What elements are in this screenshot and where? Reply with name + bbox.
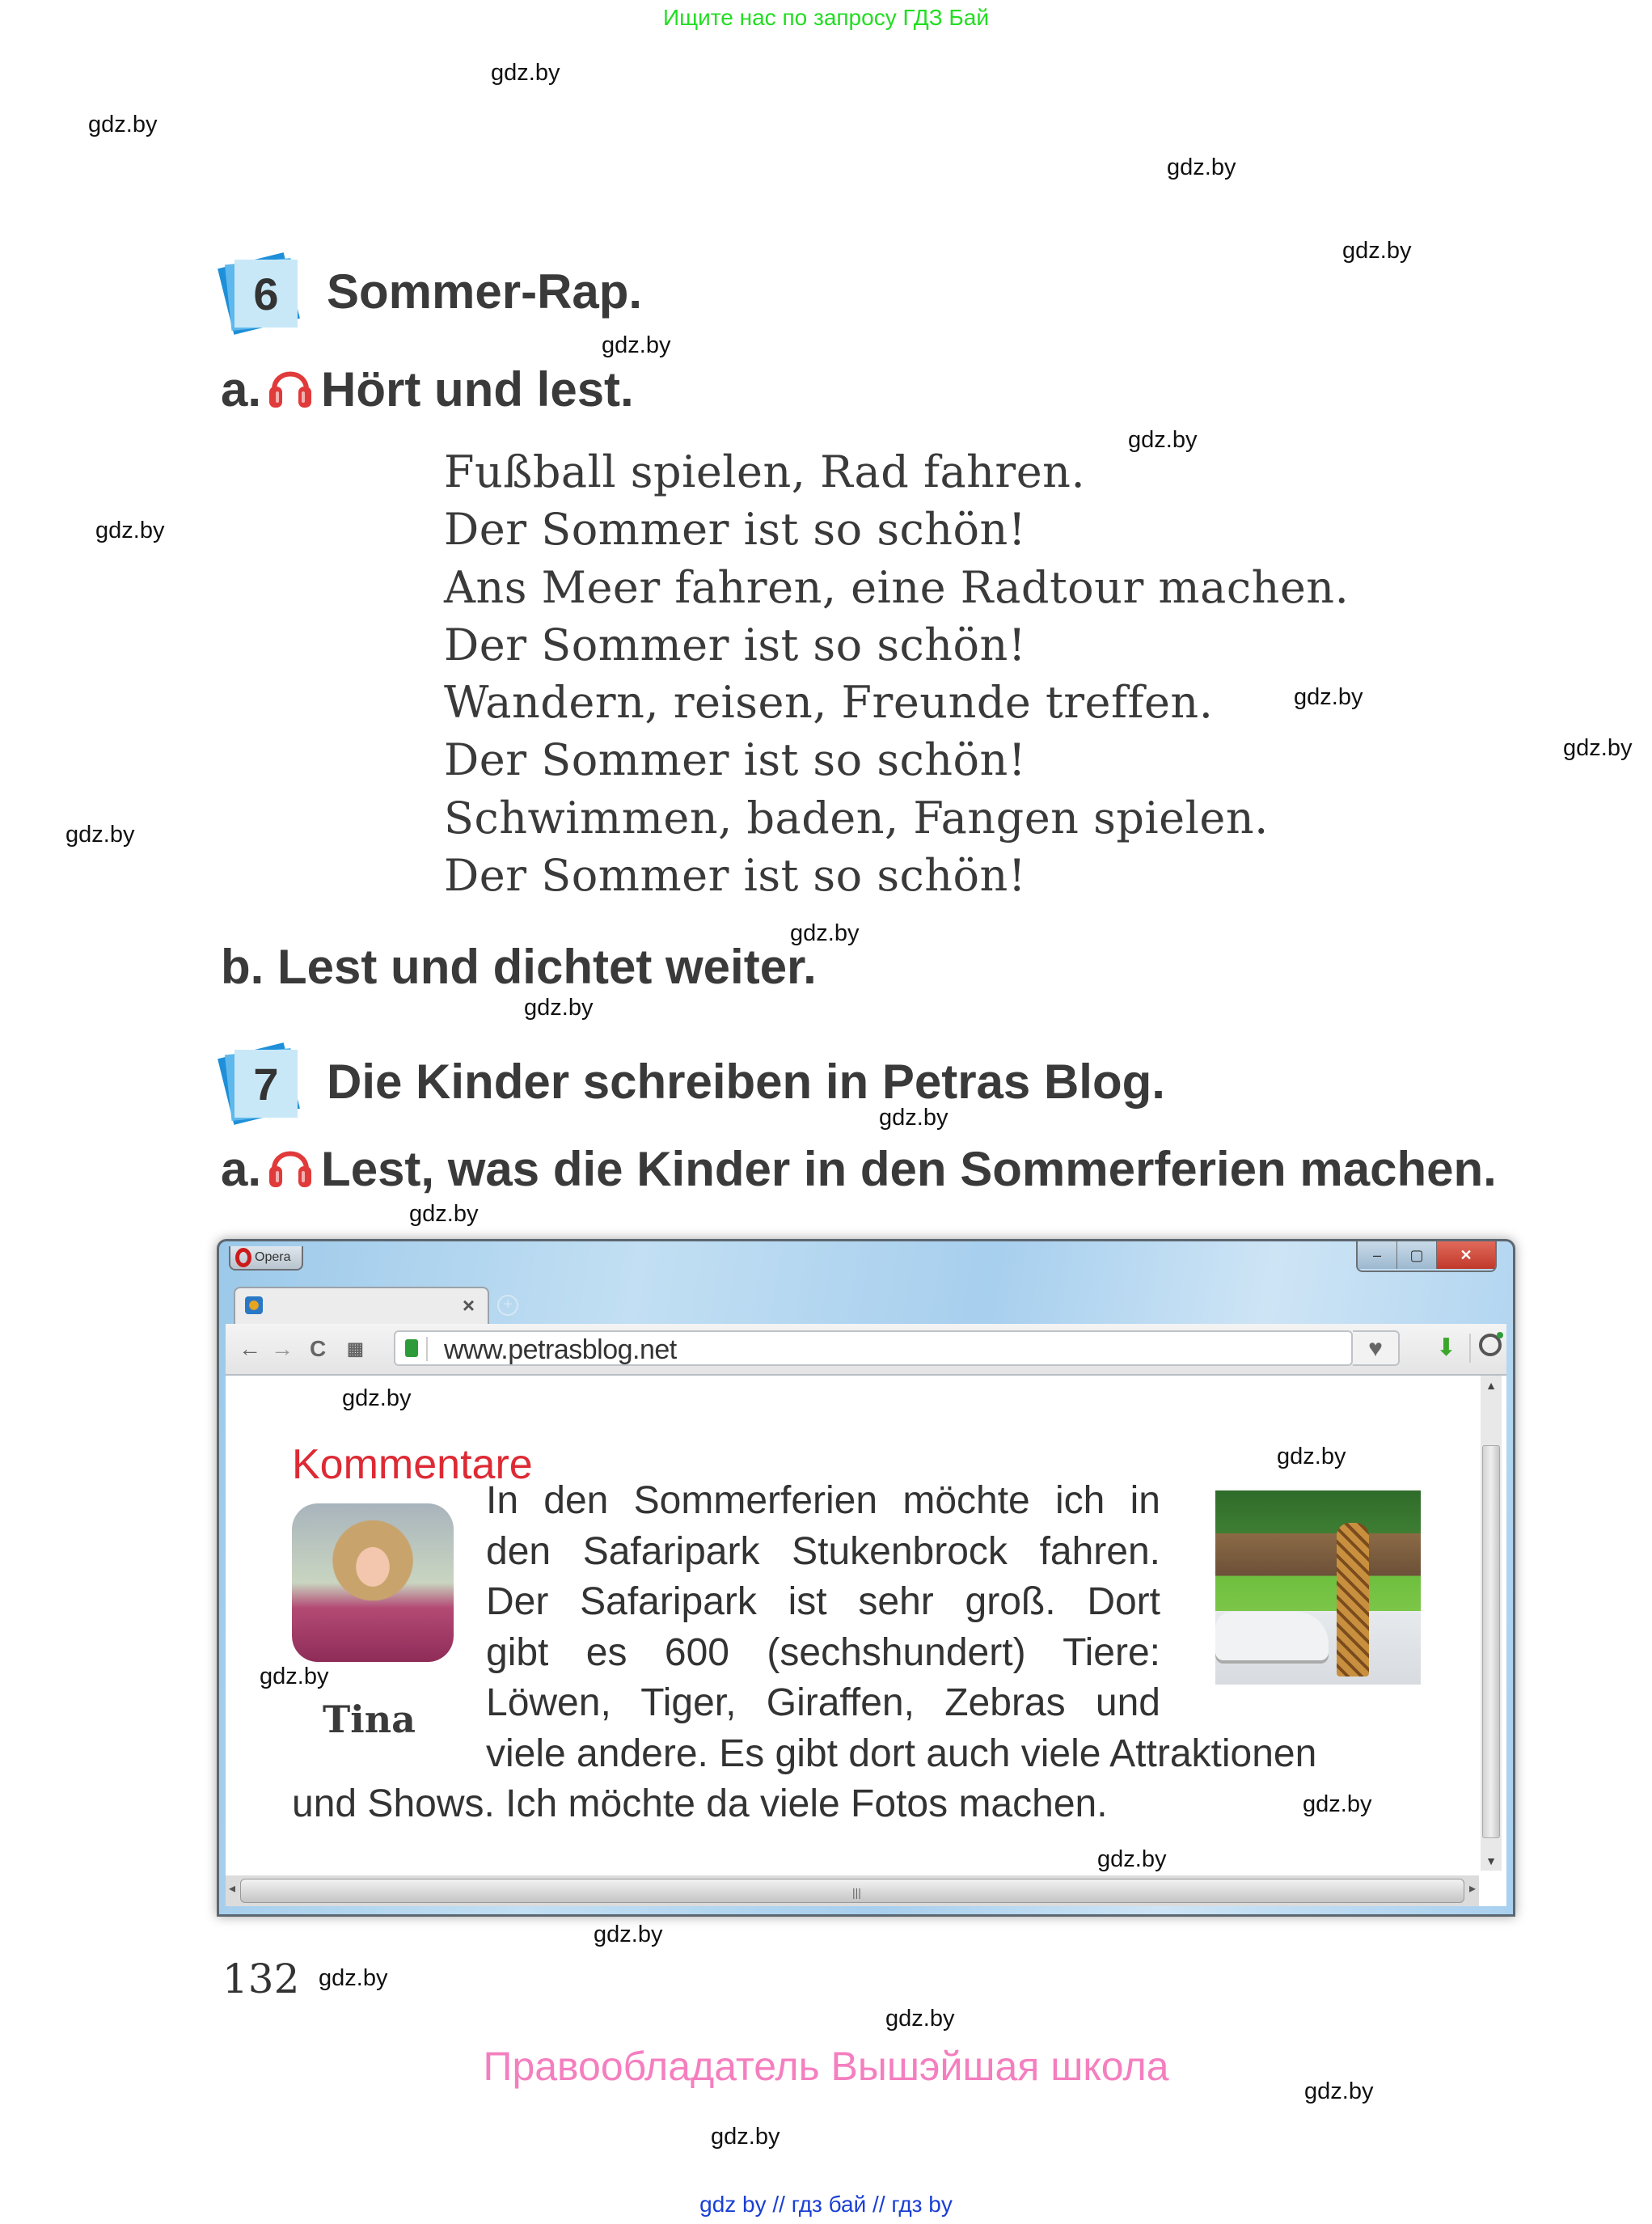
window-controls: [1356, 1241, 1497, 1272]
watermark: gdz.by: [879, 1105, 949, 1131]
exercise-number: 6: [234, 260, 298, 328]
watermark: gdz.by: [1097, 1846, 1167, 1872]
watermark: gdz.by: [1342, 238, 1412, 264]
comment-line: den Safaripark Stukenbrock fahren.: [486, 1529, 1160, 1573]
part-instruction: Lest und dichtet weiter.: [277, 940, 817, 994]
comment-line: In den Sommerferien möchte ich in: [486, 1479, 1160, 1522]
poem-line: Schwimmen, baden, Fangen spielen.: [444, 792, 1269, 844]
watermark: gdz.by: [1304, 2078, 1374, 2104]
reload-button[interactable]: C: [310, 1336, 327, 1361]
poem: [444, 443, 1349, 904]
lock-icon: [405, 1339, 418, 1357]
speed-icon[interactable]: [1479, 1334, 1502, 1356]
watermark: gdz.by: [1128, 427, 1198, 453]
exercise-part-b: [221, 940, 817, 994]
download-icon[interactable]: ⬇: [1435, 1334, 1456, 1361]
part-letter: a.: [221, 1142, 262, 1196]
watermark: gdz.by: [95, 518, 165, 543]
poem-line: Fußball spielen, Rad fahren.: [444, 446, 1086, 497]
watermark: gdz.by: [1294, 684, 1363, 710]
watermark: gdz.by: [65, 822, 135, 848]
opera-menu-button[interactable]: [229, 1246, 303, 1271]
vertical-scroll-thumb[interactable]: [1482, 1445, 1500, 1838]
comment-author: Tina: [323, 1698, 416, 1741]
watermark: gdz.by: [790, 920, 860, 946]
watermark: gdz.by: [88, 112, 158, 137]
back-button[interactable]: ←: [239, 1336, 261, 1361]
horizontal-scrollbar[interactable]: [226, 1875, 1479, 1906]
page-number: 132: [222, 1956, 300, 2002]
watermark: gdz.by: [319, 1965, 388, 1991]
favicon-icon: [245, 1296, 263, 1314]
copyright-notice: Правообладатель Вышэйшая школа: [483, 2044, 1169, 2089]
comment-line: viele andere. Es gibt dort auch viele Attraktionen: [486, 1731, 1317, 1775]
blog-page: [226, 1376, 1506, 1906]
top-banner: Ищите нас по запросу ГДЗ Бай: [662, 5, 990, 30]
poem-line: Der Sommer ist so schön!: [444, 504, 1027, 556]
car-shape: [1215, 1612, 1329, 1660]
exercise-number-badge: [225, 256, 299, 331]
poem-line: Wandern, reisen, Freunde treffen.: [444, 677, 1214, 729]
close-window-button[interactable]: ✕: [1437, 1241, 1495, 1269]
scroll-down-arrow[interactable]: ▼: [1485, 1854, 1497, 1867]
safari-park-photo: [1215, 1490, 1421, 1685]
watermark: gdz.by: [1167, 154, 1236, 180]
url-text[interactable]: www.petrasblog.net: [444, 1334, 677, 1365]
giraffe-shape: [1337, 1523, 1369, 1676]
forward-button[interactable]: →: [271, 1336, 294, 1361]
poem-line: Ans Meer fahren, eine Radtour machen.: [444, 561, 1350, 613]
watermark: gdz.by: [594, 1922, 663, 1947]
section-title: Kommentare: [292, 1441, 533, 1488]
opera-logo-icon: [235, 1248, 251, 1267]
address-bar[interactable]: [394, 1330, 1383, 1366]
scroll-up-arrow[interactable]: ▲: [1485, 1379, 1497, 1392]
new-tab-button[interactable]: +: [497, 1295, 518, 1316]
watermark: gdz.by: [1563, 735, 1633, 761]
speed-dial-button[interactable]: ▦: [347, 1338, 364, 1359]
watermark: gdz.by: [885, 2006, 955, 2032]
part-instruction: Lest, was die Kinder in den Sommerferien machen.: [321, 1142, 1497, 1196]
poem-line: Der Sommer ist so schön!: [444, 850, 1027, 902]
avatar: [292, 1503, 454, 1662]
poem-line: Der Sommer ist so schön!: [444, 619, 1027, 670]
watermark: gdz.by: [409, 1201, 479, 1227]
tab-close-button[interactable]: ×: [462, 1293, 475, 1317]
watermark: gdz.by: [260, 1664, 329, 1689]
watermark: gdz.by: [342, 1385, 412, 1411]
exercise-number-badge: [225, 1046, 299, 1121]
comment-line: gibt es 600 (sechshundert) Tiere:: [486, 1630, 1160, 1674]
footer-links[interactable]: gdz by // гдз бай // гдз by: [699, 2192, 953, 2217]
scroll-left-arrow[interactable]: ◂: [229, 1882, 236, 1896]
watermark: gdz.by: [491, 60, 560, 86]
scroll-right-arrow[interactable]: ▸: [1468, 1882, 1476, 1896]
exercise-number: 7: [234, 1050, 298, 1118]
opera-label: Opera: [255, 1250, 291, 1264]
browser-window: [217, 1239, 1515, 1917]
browser-tab[interactable]: [234, 1287, 489, 1324]
watermark: gdz.by: [1277, 1444, 1346, 1469]
comment-line: und Shows. Ich möchte da viele Fotos machen.: [292, 1782, 1108, 1825]
heart-icon[interactable]: ♥: [1353, 1330, 1400, 1366]
poem-line: Der Sommer ist so schön!: [444, 734, 1027, 786]
headphones-icon[interactable]: [268, 1142, 313, 1190]
comment-line: Der Safaripark ist sehr groß. Dort: [486, 1580, 1160, 1623]
exercise-part-a: [221, 362, 634, 414]
watermark: gdz.by: [524, 995, 594, 1021]
exercise-part-a: [221, 1142, 1497, 1194]
vertical-scrollbar[interactable]: [1481, 1376, 1502, 1871]
part-letter: b.: [221, 940, 264, 994]
watermark: gdz.by: [711, 2124, 780, 2150]
watermark: gdz.by: [602, 332, 671, 358]
comment-line: Löwen, Tiger, Giraffen, Zebras und: [486, 1681, 1160, 1724]
part-letter: a.: [221, 362, 262, 416]
exercise-title: Die Kinder schreiben in Petras Blog.: [327, 1055, 1165, 1109]
horizontal-scroll-thumb[interactable]: |||: [240, 1879, 1464, 1903]
browser-toolbar: [226, 1324, 1506, 1376]
maximize-button[interactable]: ▢: [1397, 1241, 1437, 1269]
headphones-icon[interactable]: [268, 362, 313, 411]
watermark: gdz.by: [1303, 1791, 1372, 1817]
exercise-title: Sommer-Rap.: [327, 264, 643, 319]
part-instruction: Hört und lest.: [321, 362, 634, 416]
minimize-button[interactable]: –: [1358, 1241, 1397, 1269]
